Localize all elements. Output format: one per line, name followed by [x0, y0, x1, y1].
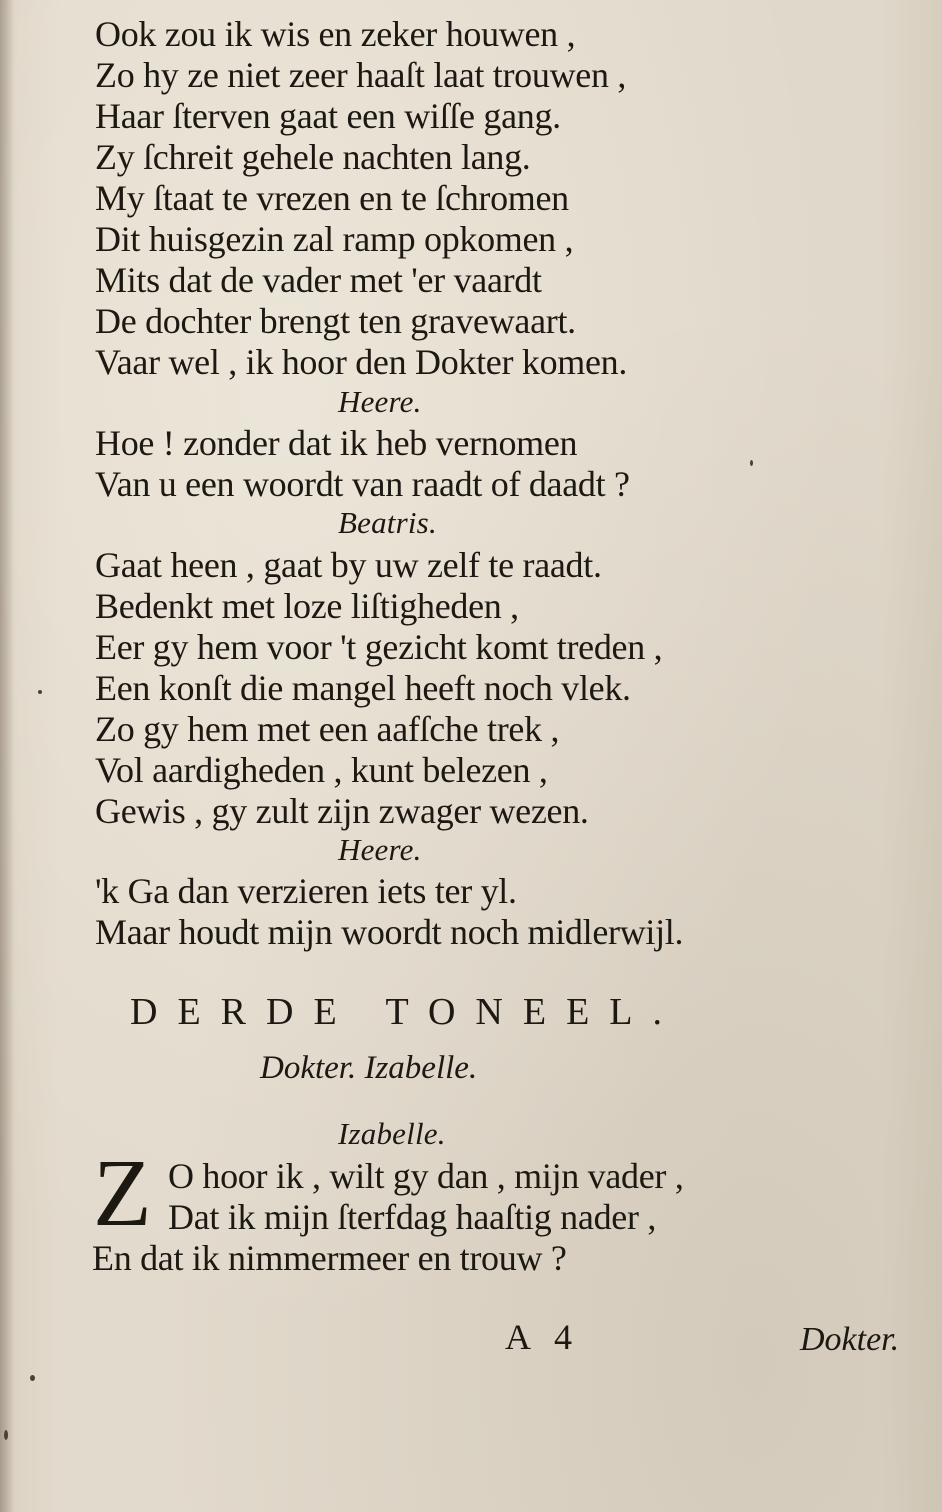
speaker-name: Izabelle. — [338, 1116, 446, 1151]
paper-speck — [38, 690, 42, 694]
paper-speck — [4, 1430, 8, 1440]
verse-line: O hoor ik , wilt gy dan , mijn vader , — [168, 1156, 684, 1196]
verse-line: Gaat heen , gaat by uw zelf te raadt. — [95, 545, 602, 585]
speaker-name: Beatris. — [338, 505, 437, 540]
verse-line: Eer gy hem voor 't gezicht komt treden , — [95, 627, 663, 667]
drop-cap: Z — [93, 1139, 152, 1246]
paper-speck — [30, 1375, 35, 1381]
speaker-name: Heere. — [338, 832, 422, 867]
verse-line: Dit huisgezin zal ramp opkomen , — [95, 219, 574, 259]
verse-line: Zo hy ze niet zeer haaſt laat trouwen , — [95, 55, 627, 95]
paper-speck — [750, 460, 753, 466]
verse-line: 'k Ga dan verzieren iets ter yl. — [95, 871, 517, 911]
verse-line: Bedenkt met loze liſtigheden , — [95, 586, 519, 626]
verse-line: Hoe ! zonder dat ik heb vernomen — [95, 423, 578, 463]
verse-line: Van u een woordt van raadt of daadt ? — [95, 464, 630, 504]
verse-line: Een konſt die mangel heeft noch vlek. — [95, 668, 631, 708]
verse-line: Maar houdt mijn woordt noch midlerwijl. — [95, 912, 684, 952]
verse-line: Ook zou ik wis en zeker houwen , — [95, 14, 576, 54]
speaker-name: Heere. — [338, 384, 422, 419]
verse-line: Haar ſterven gaat een wiſſe gang. — [95, 96, 561, 136]
verse-line: Gewis , gy zult zijn zwager wezen. — [95, 791, 589, 831]
page-gutter-shadow — [0, 0, 14, 1512]
verse-line: Vol aardigheden , kunt belezen , — [95, 750, 548, 790]
verse-line: Mits dat de vader met 'er vaardt — [95, 260, 542, 300]
verse-line: Zo gy hem met een aafſche trek , — [95, 709, 560, 749]
scene-characters: Dokter. Izabelle. — [260, 1050, 478, 1086]
verse-line: Zy ſchreit gehele nachten lang. — [95, 137, 531, 177]
scene-heading: DERDE TONEEL. — [130, 991, 683, 1033]
verse-line: Vaar wel , ik hoor den Dokter komen. — [95, 342, 628, 382]
verse-line: De dochter brengt ten gravewaart. — [95, 301, 576, 341]
verse-line: My ſtaat te vrezen en te ſchromen — [95, 178, 569, 218]
signature-mark: A 4 — [505, 1317, 581, 1357]
verse-line: Dat ik mijn ſterfdag haaſtig nader , — [168, 1197, 657, 1237]
verse-line: En dat ik nimmermeer en trouw ? — [92, 1238, 567, 1278]
catchword: Dokter. — [800, 1321, 900, 1358]
